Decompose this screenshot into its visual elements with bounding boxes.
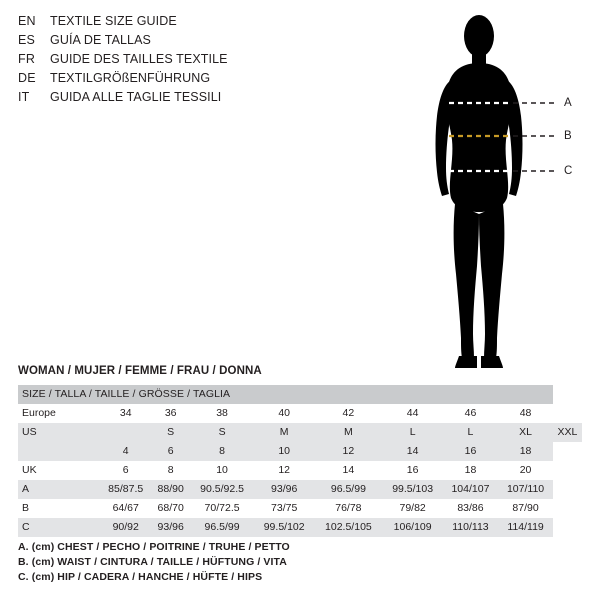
row-label-us-numeric [18, 442, 100, 461]
lang-code-en: EN [18, 14, 36, 28]
cell: 12 [314, 442, 383, 461]
row-label-us: US [18, 423, 100, 442]
row-label-c: C [18, 518, 100, 537]
cell [100, 423, 151, 442]
cell: 16 [383, 461, 443, 480]
cell: 87/90 [498, 499, 553, 518]
cell: 8 [151, 461, 190, 480]
cell: M [254, 423, 314, 442]
row-label-b: B [18, 499, 100, 518]
cell: 73/75 [254, 499, 314, 518]
cell: 10 [254, 442, 314, 461]
cell: 10 [190, 461, 254, 480]
table-header-row [18, 385, 582, 404]
cell: 6 [100, 461, 151, 480]
title-row-fr [18, 52, 318, 69]
cell: 79/82 [383, 499, 443, 518]
lang-code-de: DE [18, 71, 36, 85]
cell: 93/96 [254, 480, 314, 499]
cell: 88/90 [151, 480, 190, 499]
row-label-uk: UK [18, 461, 100, 480]
title-block [18, 14, 318, 109]
title-text-fr: GUIDE DES TAILLES TEXTILE [50, 52, 228, 66]
cell: 106/109 [383, 518, 443, 537]
marker-label-a: A [564, 97, 572, 109]
cell: 6 [151, 442, 190, 461]
cell: S [151, 423, 190, 442]
cell: 96.5/99 [314, 480, 383, 499]
cell: 18 [443, 461, 499, 480]
cell: 76/78 [314, 499, 383, 518]
marker-label-b: B [564, 130, 572, 142]
legend [18, 540, 578, 585]
cell: 68/70 [151, 499, 190, 518]
title-row-it [18, 90, 318, 107]
table-row [18, 461, 582, 480]
cell: 14 [383, 442, 443, 461]
marker-label-c: C [564, 165, 573, 177]
legend-line-c: C. (cm) HIP / CADERA / HANCHE / HÜFTE / HIPS [18, 571, 263, 583]
legend-line-a: A. (cm) CHEST / PECHO / POITRINE / TRUHE / PETTO [18, 541, 290, 553]
cell: 20 [498, 461, 553, 480]
lang-code-es: ES [18, 33, 36, 47]
body-figure [395, 8, 595, 368]
cell: 40 [254, 404, 314, 423]
cell: 38 [190, 404, 254, 423]
table-row [18, 442, 582, 461]
title-row-de [18, 71, 318, 88]
cell: 14 [314, 461, 383, 480]
cell: L [443, 423, 499, 442]
cell: 110/113 [443, 518, 499, 537]
cell: 8 [190, 442, 254, 461]
cell: 107/110 [498, 480, 553, 499]
cell: XL [498, 423, 553, 442]
table-row [18, 518, 582, 537]
cell: 36 [151, 404, 190, 423]
cell: 16 [443, 442, 499, 461]
cell: 64/67 [100, 499, 151, 518]
cell: XXL [553, 423, 582, 442]
title-text-it: GUIDA ALLE TAGLIE TESSILI [50, 90, 222, 104]
cell: 104/107 [443, 480, 499, 499]
title-row-en [18, 14, 318, 31]
legend-line-b: B. (cm) WAIST / CINTURA / TAILLE / HÜFTUNG / VITA [18, 556, 287, 568]
table-row [18, 404, 582, 423]
cell: 85/87.5 [100, 480, 151, 499]
cell: 102.5/105 [314, 518, 383, 537]
cell: 18 [498, 442, 553, 461]
title-text-en: TEXTILE SIZE GUIDE [50, 14, 177, 28]
cell: 42 [314, 404, 383, 423]
cell: 96.5/99 [190, 518, 254, 537]
cell: 12 [254, 461, 314, 480]
cell: 4 [100, 442, 151, 461]
cell: 83/86 [443, 499, 499, 518]
title-text-es: GUÍA DE TALLAS [50, 33, 151, 47]
cell: 70/72.5 [190, 499, 254, 518]
cell: 90/92 [100, 518, 151, 537]
table-row [18, 423, 582, 442]
size-table [18, 385, 582, 537]
title-text-de: TEXTILGRÖßENFÜHRUNG [50, 71, 211, 85]
title-row-es [18, 33, 318, 50]
section-heading: WOMAN / MUJER / FEMME / FRAU / DONNA [18, 365, 262, 377]
lang-code-it: IT [18, 90, 30, 104]
cell: 90.5/92.5 [190, 480, 254, 499]
table-row [18, 499, 582, 518]
cell: 44 [383, 404, 443, 423]
cell: 99.5/103 [383, 480, 443, 499]
cell: 99.5/102 [254, 518, 314, 537]
row-label-europe: Europe [18, 404, 100, 423]
lang-code-fr: FR [18, 52, 36, 66]
cell: L [383, 423, 443, 442]
cell: 114/119 [498, 518, 553, 537]
cell: 48 [498, 404, 553, 423]
female-silhouette-icon [395, 8, 595, 373]
table-row [18, 480, 582, 499]
row-label-a: A [18, 480, 100, 499]
cell: M [314, 423, 383, 442]
table-header-label: SIZE / TALLA / TAILLE / GRÖSSE / TAGLIA [18, 385, 553, 404]
cell: 34 [100, 404, 151, 423]
cell: 93/96 [151, 518, 190, 537]
cell: 46 [443, 404, 499, 423]
cell: S [190, 423, 254, 442]
